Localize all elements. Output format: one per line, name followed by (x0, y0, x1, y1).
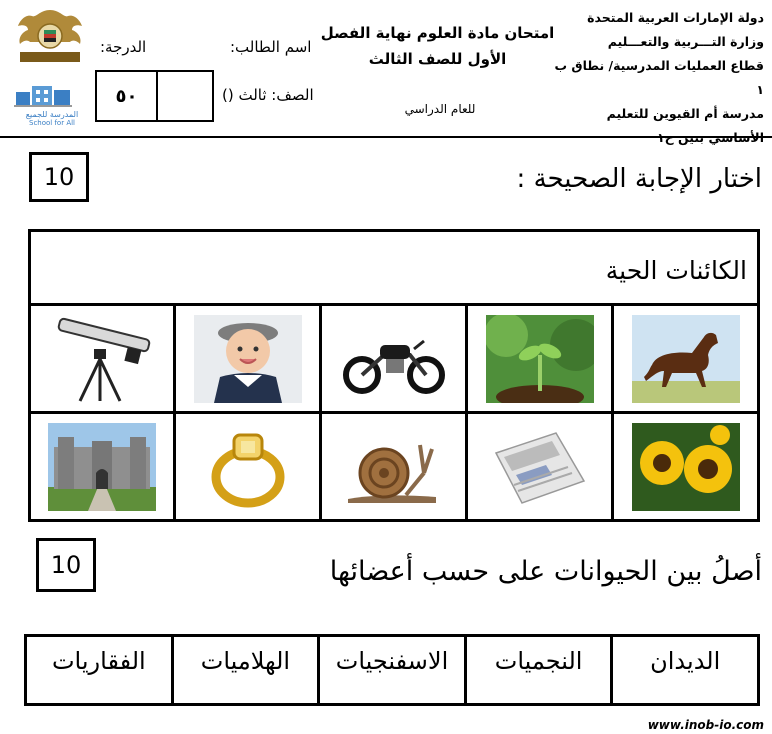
question1-marks: 10 (29, 152, 89, 202)
academic-year: للعام الدراسي (404, 102, 476, 116)
uae-emblem-logo (10, 4, 90, 70)
exam-title-line-1: امتحان مادة العلوم نهاية الفصل (320, 24, 555, 42)
telescope-photo (48, 315, 156, 403)
score-total-box: ٥٠ (95, 70, 158, 122)
school-for-all-logo (12, 78, 92, 128)
grid-cell-motorcycle[interactable] (322, 306, 468, 414)
exam-title-line-2: الأول للصف الثالث (368, 50, 507, 68)
logo-school-text: المدرسة للجميع (25, 110, 79, 119)
group-vertebrates[interactable]: الفقاريات (51, 647, 146, 675)
ministry-line-3: قطاع العمليات المدرسية/ نطاق ب ١ (554, 58, 764, 97)
sunflowers-photo (632, 423, 740, 511)
grade-class-label: الصف: ثالث () (222, 86, 314, 104)
grid-heading-text: الكائنات الحية (605, 256, 747, 285)
ministry-line-4: مدرسة أم القيوين للتعليم (606, 106, 764, 121)
grid-cell-castle[interactable] (31, 414, 176, 519)
living-things-grid (28, 229, 760, 522)
grid-cell-sunflowers[interactable] (614, 414, 757, 519)
snail-photo (340, 423, 448, 511)
grid-cell-gold-ring[interactable] (176, 414, 322, 519)
gold-ring-photo (194, 423, 302, 511)
grid-cell-baby[interactable] (176, 306, 322, 414)
question2-title: أصلُ بين الحيوانات على حسب أعضائها (329, 556, 762, 587)
grid-cell-horse[interactable] (614, 306, 757, 414)
baby-photo (194, 315, 302, 403)
student-name-label: اسم الطالب: (230, 38, 312, 56)
motorcycle-photo (340, 315, 448, 403)
castle-photo (48, 423, 156, 511)
ministry-line-2: وزارة التـــربية والتعـــليم (607, 34, 764, 49)
score-label: الدرجة: (100, 38, 147, 56)
animal-groups-table (24, 634, 760, 706)
ministry-line-1: دولة الإمارات العربية المتحدة (587, 10, 764, 25)
grid-cell-telescope[interactable] (31, 306, 176, 414)
ministry-header (554, 6, 764, 150)
website-footer: www.inob-io.com (647, 718, 764, 732)
grid-cell-plant-sprout[interactable] (468, 306, 614, 414)
grid-cell-snail[interactable] (322, 414, 468, 519)
group-sponges[interactable]: الاسفنجيات (317, 637, 464, 703)
logo-school-text-en: School for All (29, 119, 75, 127)
exam-title (320, 20, 555, 72)
group-jellyfish[interactable]: الهلاميات (171, 637, 318, 703)
horse-photo (632, 315, 740, 403)
group-worms[interactable]: الديدان (610, 637, 757, 703)
question2-marks: 10 (36, 538, 96, 592)
plant-sprout-photo (486, 315, 594, 403)
newspaper-photo (486, 423, 594, 511)
grid-cell-newspaper[interactable] (468, 414, 614, 519)
question1-title: اختار الإجابة الصحيحة : (516, 164, 762, 194)
group-echinoderms[interactable]: النجميات (464, 637, 611, 703)
header-divider (0, 136, 772, 138)
score-obtained-box[interactable] (156, 70, 214, 122)
grid-heading (31, 232, 757, 306)
